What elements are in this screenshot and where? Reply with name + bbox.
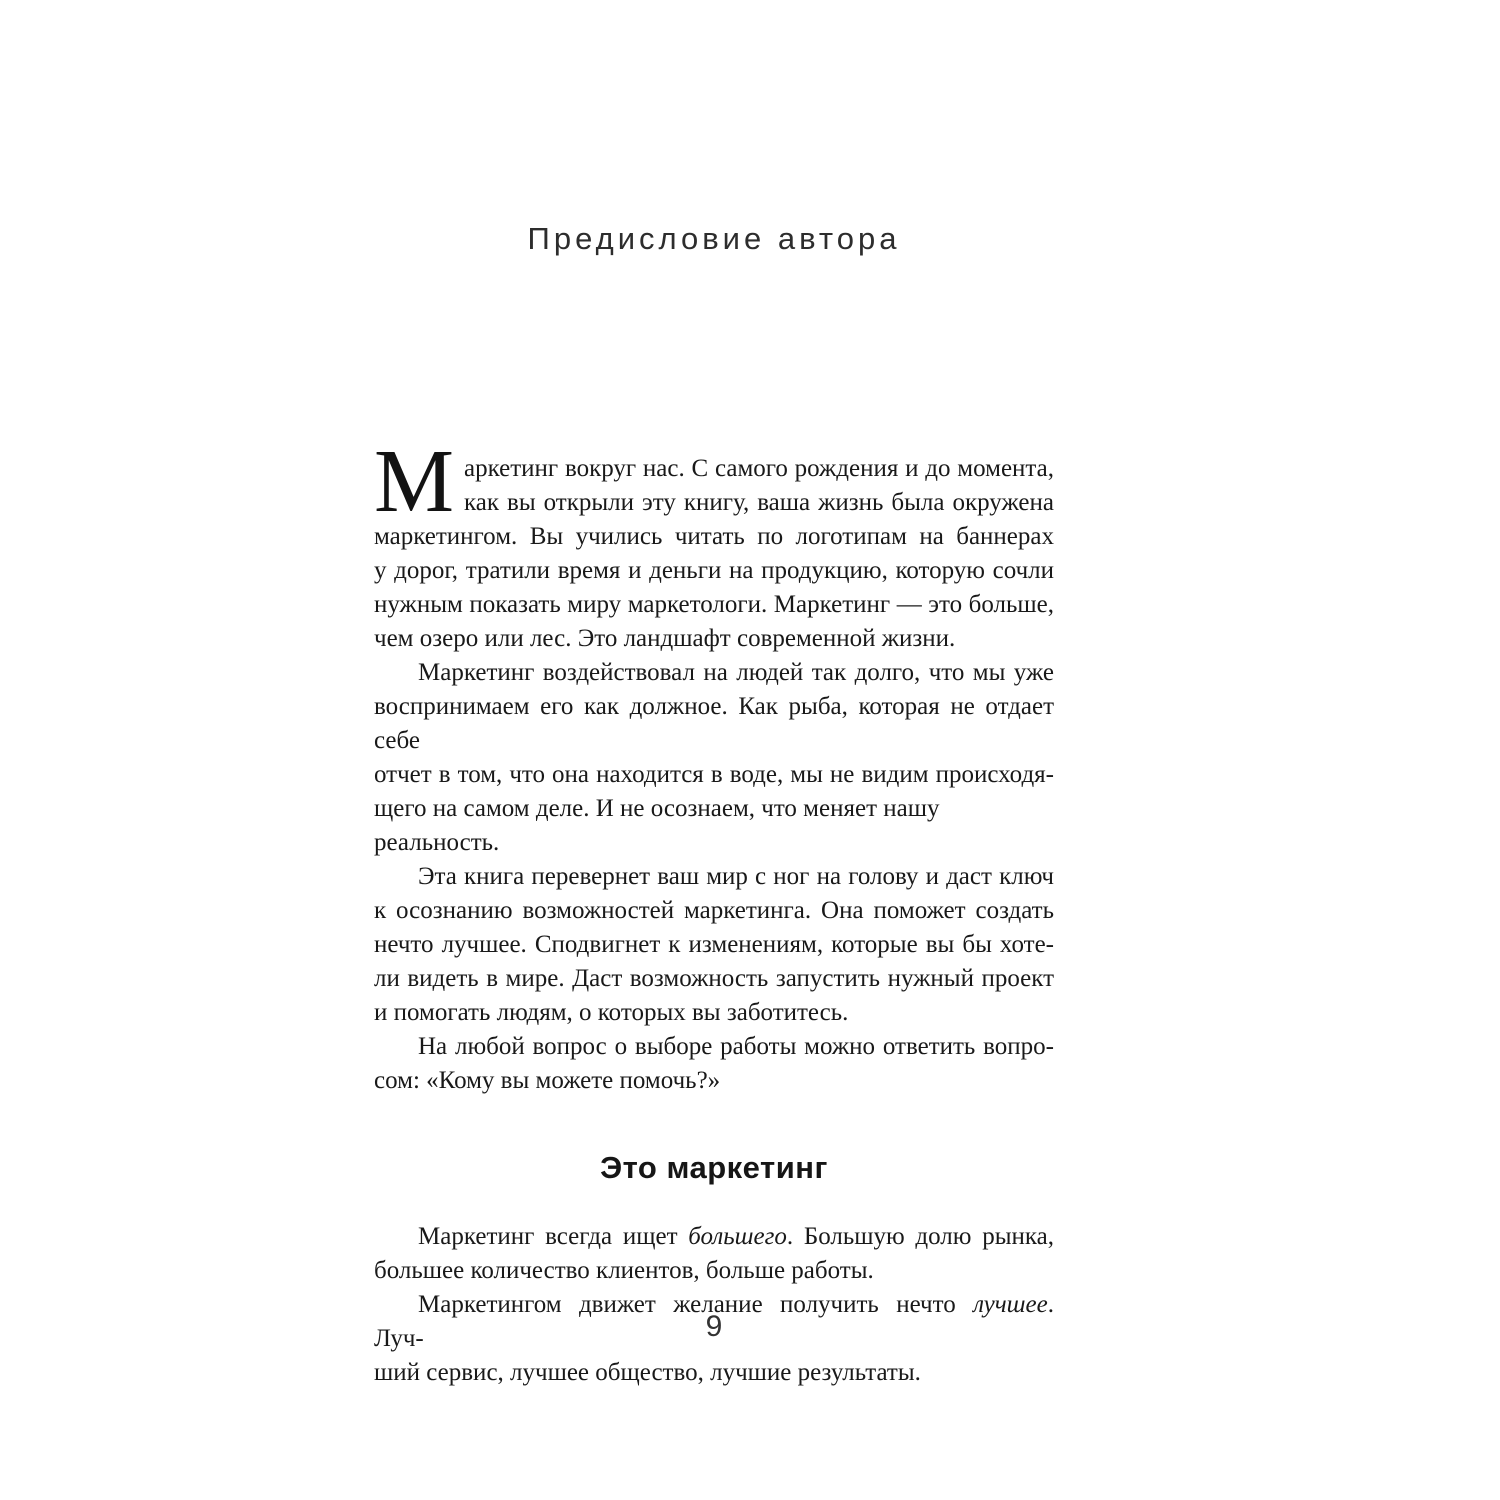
text-line [374,928,1054,962]
chapter-title: Предисловие автора [527,221,901,256]
text-column [374,0,1054,1500]
text-segment: маркетингом. Вы учились читать по логотипам на баннерах [374,523,1054,550]
italic-text: большего [688,1223,787,1250]
text-line [374,1030,1054,1064]
text-line [374,520,1054,554]
text-segment: аркетинг вокруг нас. С самого рождения и до момента, [464,455,1054,482]
text-line [374,1254,1054,1288]
text-line [374,962,1054,996]
text-line [374,996,1054,1030]
text-line [374,656,1054,690]
text-segment: нужным показать миру маркетологи. Маркетинг — это больше, [374,591,1054,618]
text-segment: как вы открыли эту книгу, ваша жизнь была окружена [464,489,1054,516]
text-segment: Маркетинг всегда ищет [418,1223,689,1250]
text-segment: . Большую долю рынка, [786,1223,1054,1250]
text-segment: На любой вопрос о выборе работы можно ответить вопро- [418,1033,1054,1060]
text-segment: чем озеро или лес. Это ландшафт современной жизни. [374,625,956,652]
paragraph [374,1220,1054,1288]
text-segment: большее количество клиентов, больше работы. [374,1257,874,1284]
text-segment: и помогать людям, о которых вы заботитесь. [374,999,849,1026]
section-paragraphs [374,1220,1054,1390]
preface-paragraphs [374,432,1054,1098]
text-segment: Эта книга перевернет ваш мир с ног на голову и даст ключ [418,863,1054,890]
text-line [374,554,1054,588]
text-segment: к осознанию возможностей маркетинга. Она поможет создать [374,897,1054,924]
text-line [374,792,1054,860]
text-line [374,622,1054,656]
text-line [374,452,1054,486]
paragraph [374,656,1054,860]
paragraph [374,860,1054,1030]
paragraph [374,432,1054,656]
text-line [374,690,1054,758]
text-line [374,1356,1054,1390]
text-segment: сом: «Кому вы можете помочь?» [374,1067,721,1094]
text-segment: воспринимаем его как должное. Как рыба, которая не отдает себе [374,693,1054,754]
text-segment: Маркетинг воздействовал на людей так долго, что мы уже [418,659,1054,686]
body-text [374,432,1054,1390]
text-line [374,894,1054,928]
text-segment: щего на самом деле. И не осознаем, что меняет нашу реальность. [374,795,940,856]
text-line [374,860,1054,894]
text-line [374,486,1054,520]
text-line [374,758,1054,792]
text-line [374,1220,1054,1254]
page-number: 9 [705,1310,723,1343]
text-line [374,1064,1054,1098]
text-segment: у дорог, тратили время и деньги на продукцию, которую сочли [374,557,1054,584]
text-segment: ший сервис, лучшее общество, лучшие результаты. [374,1359,921,1386]
text-segment: Маркетингом движет желание получить нечто [418,1291,974,1318]
drop-cap: М [374,432,455,531]
text-segment: нечто лучшее. Сподвигнет к изменениям, которые вы бы хоте- [374,931,1054,958]
text-segment: . Луч- [374,1291,1054,1352]
italic-text: лучшее [973,1291,1048,1318]
text-line [374,588,1054,622]
text-segment: ли видеть в мире. Даст возможность запустить нужный проект [374,965,1054,992]
paragraph [374,1030,1054,1098]
text-segment: отчет в том, что она находится в воде, мы не видим происходя- [374,761,1054,788]
section-heading: Это маркетинг [600,1150,828,1185]
